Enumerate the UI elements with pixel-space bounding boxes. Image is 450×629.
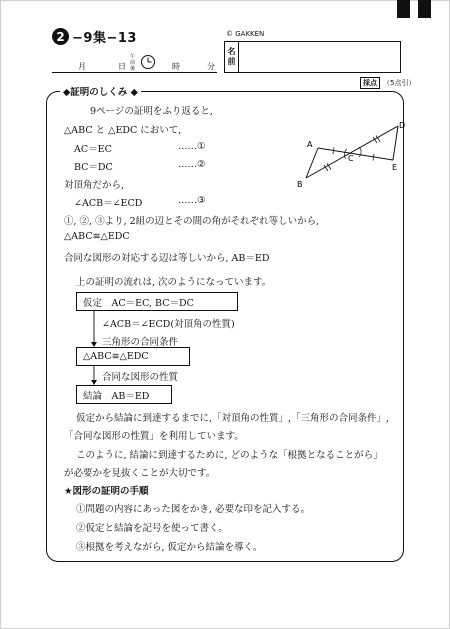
explanation-2-line-2: が必要かを見抜くことが大切です。 — [64, 468, 216, 479]
corner-mark-right — [418, 0, 431, 18]
label-C: C — [348, 154, 354, 163]
copyright: © GAKKEN — [226, 30, 265, 38]
name-label: 名 前 — [225, 42, 239, 72]
equation-2: BC＝DC — [74, 162, 113, 173]
explanation-2-line-1: このように, 結論に到達するために, どのような「根拠となることがら」 — [76, 450, 383, 461]
intro-line: 9ページの証明をふり返ると, — [90, 106, 213, 117]
congruence-box: △ABC≡△EDC — [76, 347, 190, 366]
vertical-angle-line: 対頂角だから, — [64, 180, 125, 191]
equation-1: AC＝EC — [74, 144, 112, 155]
score-badge: 採点 — [360, 77, 380, 89]
month-label: 月 — [78, 62, 86, 71]
worksheet-title — [52, 27, 137, 46]
flow-step-3: 合同な図形の性質 — [102, 372, 179, 383]
conclusion-box: 結論 AB＝ED — [76, 385, 172, 404]
equation-3-number: ……③ — [178, 195, 206, 206]
minute-label: 分 — [207, 62, 215, 71]
section-title: ◆証明のしくみ ◆ — [60, 84, 141, 98]
corner-mark-left — [397, 0, 410, 18]
label-A: A — [307, 140, 313, 149]
proof-line-1: △ABC と △EDC において, — [64, 125, 182, 136]
hour-label: 時 — [172, 62, 180, 71]
angle-mark-ACB — [344, 149, 347, 159]
flow-step-1: ∠ACB＝∠ECD(対頂角の性質) — [102, 319, 235, 330]
flow-intro: 上の証明の流れは, 次のようになっています。 — [76, 277, 272, 288]
score-info — [360, 77, 415, 89]
equation-1-number: ……① — [178, 141, 206, 152]
label-B: B — [297, 180, 303, 189]
label-D: D — [399, 121, 406, 130]
clock-icon — [140, 54, 156, 70]
reason-line: ①, ②, ③より, 2組の辺とその間の角がそれぞれ等しいから, — [64, 216, 320, 227]
label-E: E — [392, 163, 398, 172]
equation-3: ∠ACB＝∠ECD — [74, 198, 143, 209]
conclusion-line: 合同な図形の対応する辺は等しいから, AB＝ED — [64, 253, 270, 264]
procedure-step-1: ①問題の内容にあった図をかき, 必要な印を記入する。 — [76, 504, 310, 515]
score-text: （5点引） — [383, 79, 416, 87]
day-label: 日 — [118, 62, 126, 71]
segment-AB — [306, 148, 318, 178]
triangle-figure — [290, 114, 410, 194]
tick-AC — [333, 148, 334, 155]
ampm-label: 午前後 — [130, 54, 136, 72]
date-field[interactable] — [52, 52, 217, 73]
equation-2-number: ……② — [178, 159, 206, 170]
assumption-box: 仮定 AC＝EC, BC＝DC — [76, 292, 238, 311]
congruence-line: △ABC≡△EDC — [64, 231, 130, 242]
procedure-step-2: ②仮定と結論を記号を使って書く。 — [76, 523, 228, 534]
explanation-1-line-2: 「合同な図形の性質」を利用しています。 — [64, 431, 244, 442]
angle-mark-ECD — [359, 147, 361, 157]
segment-DE — [393, 126, 398, 160]
tick-CE — [373, 154, 374, 161]
number-badge: 2 — [52, 28, 69, 45]
explanation-1-line-1: 仮定から結論に到達するまでに,「対頂角の性質」,「三角形の合同条件」, — [76, 413, 390, 424]
procedure-title: ★図形の証明の手順 — [64, 486, 149, 497]
name-field[interactable] — [224, 41, 401, 73]
procedure-step-3: ③根拠を考えながら, 仮定から結論を導く。 — [76, 542, 263, 553]
flow-step-2: 三角形の合同条件 — [102, 337, 179, 348]
title-text: −9集−13 — [72, 31, 137, 46]
segment-BD — [306, 126, 398, 178]
